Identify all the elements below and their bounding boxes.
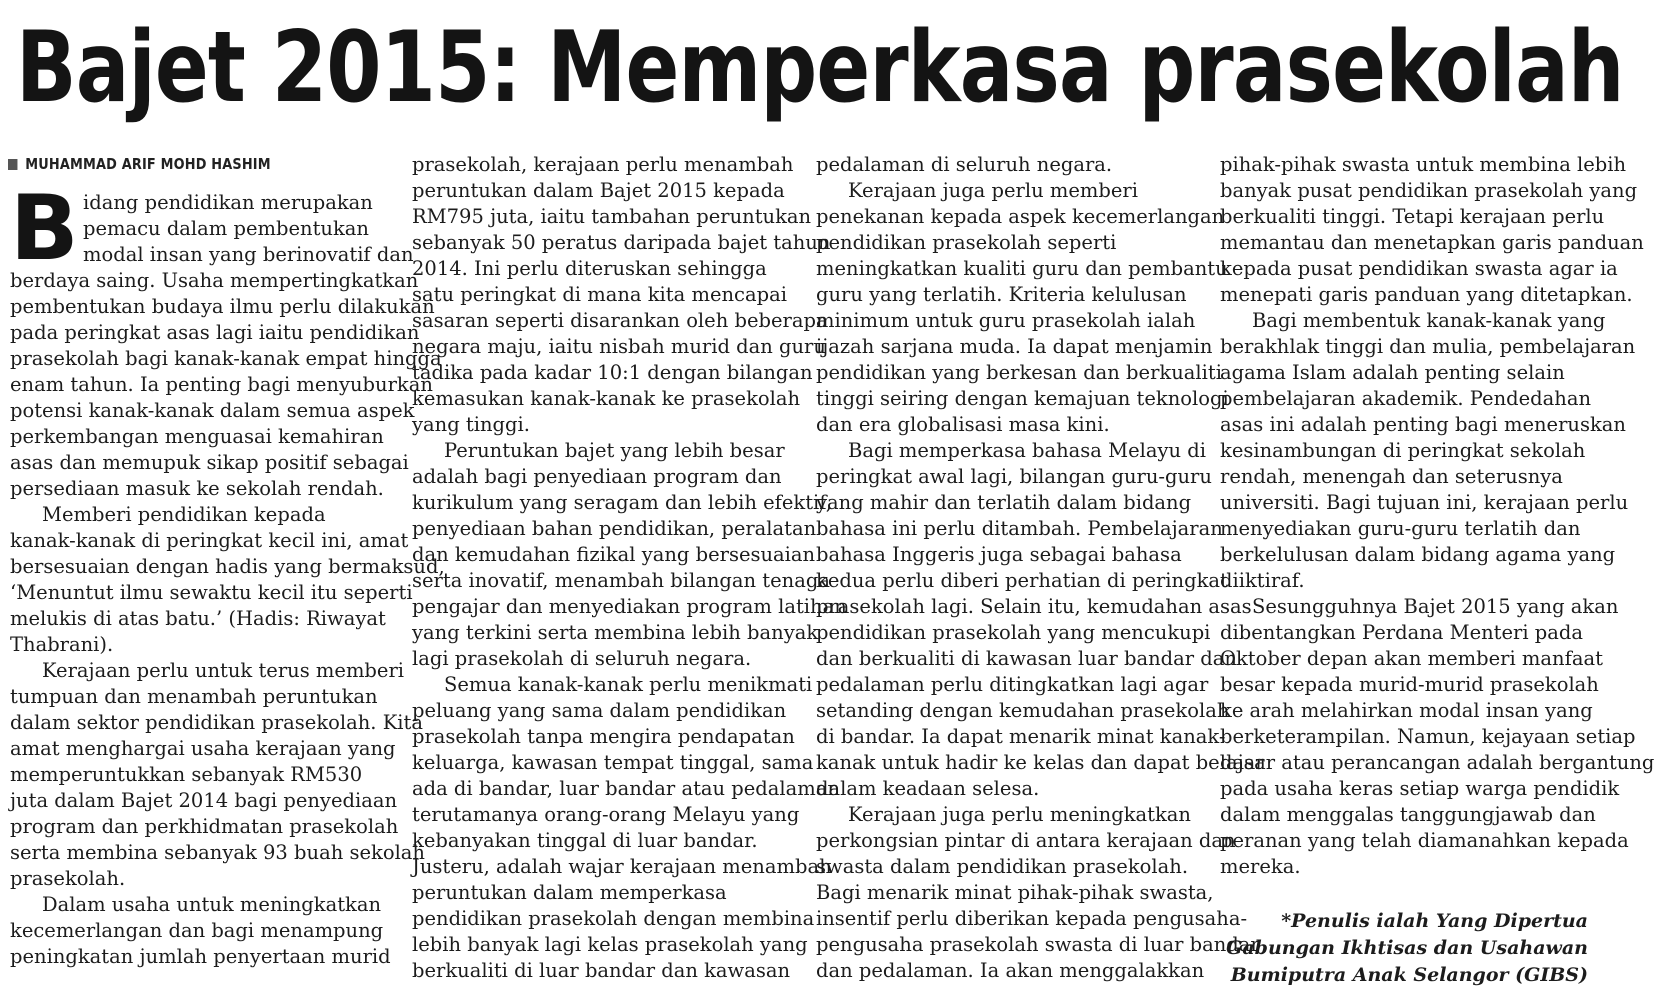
text-line: juta dalam Bajet 2014 bagi penyediaan bbox=[10, 789, 398, 812]
author-note-line: Bumiputra Anak Selangor (GIBS) bbox=[1230, 964, 1588, 986]
text-line: Oktober depan akan memberi manfaat bbox=[1220, 647, 1603, 670]
text-line: ijazah sarjana muda. Ia dapat menjamin bbox=[816, 335, 1213, 358]
text-line: modal insan yang berinovatif dan bbox=[83, 243, 414, 266]
article-column-1 bbox=[10, 176, 445, 970]
headline: Bajet 2015: Memperkasa prasekolah bbox=[16, 11, 1624, 125]
text-line: kanak untuk hadir ke kelas dan dapat belajar bbox=[816, 751, 1265, 774]
text-line: mereka. bbox=[1220, 855, 1301, 878]
text-line: kebanyakan tinggal di luar bandar. bbox=[412, 829, 758, 852]
text-line: pedalaman di seluruh negara. bbox=[816, 153, 1113, 176]
text-line: tinggi seiring dengan kemajuan teknologi bbox=[816, 387, 1229, 410]
text-line: melukis di atas batu.’ (Hadis: Riwayat bbox=[10, 607, 386, 630]
text-line: insentif perlu diberikan kepada pengusaha- bbox=[816, 907, 1248, 930]
text-line: pendidikan prasekolah seperti bbox=[816, 231, 1117, 254]
text-line: Bagi memperkasa bahasa Melayu di bbox=[848, 439, 1206, 462]
text-line: dan berkualiti di kawasan luar bandar dan bbox=[816, 647, 1237, 670]
text-line: menepati garis panduan yang ditetapkan. bbox=[1220, 283, 1633, 306]
text-line: dan kemudahan fizikal yang bersesuaian bbox=[412, 543, 816, 566]
author-note-line: Gabungan Ikhtisas dan Usahawan bbox=[1226, 937, 1588, 959]
byline bbox=[8, 155, 271, 173]
text-line: rendah, menengah dan seterusnya bbox=[1220, 465, 1563, 488]
text-line: Thabrani). bbox=[10, 633, 114, 656]
text-line: pendidikan prasekolah dengan membina bbox=[412, 907, 815, 930]
text-line: serta membina sebanyak 93 buah sekolah bbox=[10, 841, 425, 864]
text-line: berketerampilan. Namun, kejayaan setiap bbox=[1220, 725, 1636, 748]
text-line: Dalam usaha untuk meningkatkan bbox=[42, 893, 382, 916]
text-line: enam tahun. Ia penting bagi menyuburkan bbox=[10, 373, 433, 396]
text-line: memperuntukkan sebanyak RM530 bbox=[10, 763, 363, 786]
text-line: peruntukan dalam Bajet 2015 kepada bbox=[412, 179, 785, 202]
article-column-2 bbox=[412, 152, 847, 984]
text-line: perkongsian pintar di antara kerajaan dan bbox=[816, 829, 1236, 852]
text-line: dasar atau perancangan adalah bergantung bbox=[1220, 751, 1654, 774]
text-line: satu peringkat di mana kita mencapai bbox=[412, 283, 787, 306]
text-line: bersesuaian dengan hadis yang bermaksud, bbox=[10, 555, 445, 578]
text-line: potensi kanak-kanak dalam semua aspek bbox=[10, 399, 415, 422]
text-line: berkualiti di luar bandar dan kawasan bbox=[412, 959, 791, 982]
author-note bbox=[1220, 908, 1592, 989]
text-line: adalah bagi penyediaan program dan bbox=[412, 465, 782, 488]
text-line: kepada pusat pendidikan swasta agar ia bbox=[1220, 257, 1618, 280]
text-line: peruntukan dalam memperkasa bbox=[412, 881, 727, 904]
text-line: pemacu dalam pembentukan bbox=[83, 217, 369, 240]
text-line: dan pedalaman. Ia akan menggalakkan bbox=[816, 959, 1205, 982]
text-line: keluarga, kawasan tempat tinggal, sama bbox=[412, 751, 814, 774]
text-line: prasekolah bagi kanak-kanak empat hingga bbox=[10, 347, 442, 370]
text-line: serta inovatif, menambah bilangan tenaga bbox=[412, 569, 830, 592]
text-line: Kerajaan perlu untuk terus memberi bbox=[42, 659, 405, 682]
text-line: pengusaha prasekolah swasta di luar bandar bbox=[816, 933, 1260, 956]
text-line: yang tinggi. bbox=[412, 413, 530, 436]
text-line: pembentukan budaya ilmu perlu dilakukan bbox=[10, 295, 435, 318]
text-line: terutamanya orang-orang Melayu yang bbox=[412, 803, 800, 826]
text-line: idang pendidikan merupakan bbox=[83, 191, 373, 214]
text-line: Kerajaan juga perlu meningkatkan bbox=[848, 803, 1191, 826]
text-line: kanak-kanak di peringkat kecil ini, amat bbox=[10, 529, 409, 552]
byline-square-icon bbox=[8, 159, 17, 170]
text-line: pengajar dan menyediakan program latihan bbox=[412, 595, 847, 618]
text-line: Peruntukan bajet yang lebih besar bbox=[444, 439, 785, 462]
text-line: universiti. Bagi tujuan ini, kerajaan perlu bbox=[1220, 491, 1629, 514]
text-line: pendidikan prasekolah yang mencukupi bbox=[816, 621, 1211, 644]
text-line: berdaya saing. Usaha mempertingkatkan bbox=[10, 269, 419, 292]
text-line: di bandar. Ia dapat menarik minat kanak- bbox=[816, 725, 1226, 748]
text-line: berkelulusan dalam bidang agama yang bbox=[1220, 543, 1616, 566]
text-line: lebih banyak lagi kelas prasekolah yang bbox=[412, 933, 808, 956]
text-line: berakhlak tinggi dan mulia, pembelajaran bbox=[1220, 335, 1636, 358]
text-line: program dan perkhidmatan prasekolah bbox=[10, 815, 399, 838]
text-line: Sesungguhnya Bajet 2015 yang akan bbox=[1252, 595, 1619, 618]
text-line: dalam keadaan selesa. bbox=[816, 777, 1040, 800]
text-line: prasekolah. bbox=[10, 867, 126, 890]
text-line: Bagi menarik minat pihak-pihak swasta, bbox=[816, 881, 1214, 904]
text-line: ke arah melahirkan modal insan yang bbox=[1220, 699, 1593, 722]
text-line: Kerajaan juga perlu memberi bbox=[848, 179, 1138, 202]
text-line: RM795 juta, iaitu tambahan peruntukan bbox=[412, 205, 812, 228]
text-line: diiktiraf. bbox=[1220, 569, 1305, 592]
text-line: yang terkini serta membina lebih banyak bbox=[412, 621, 819, 644]
text-line: 2014. Ini perlu diteruskan sehingga bbox=[412, 257, 767, 280]
text-line: pihak-pihak swasta untuk membina lebih bbox=[1220, 153, 1627, 176]
text-line: pedalaman perlu ditingkatkan lagi agar bbox=[816, 673, 1209, 696]
text-line: Semua kanak-kanak perlu menikmati bbox=[444, 673, 813, 696]
text-line: swasta dalam pendidikan prasekolah. bbox=[816, 855, 1189, 878]
text-line: agama Islam adalah penting selain bbox=[1220, 361, 1565, 384]
text-line: menyediakan guru-guru terlatih dan bbox=[1220, 517, 1581, 540]
text-line: prasekolah tanpa mengira pendapatan bbox=[412, 725, 795, 748]
byline-author: MUHAMMAD ARIF MOHD HASHIM bbox=[25, 155, 271, 173]
text-line: meningkatkan kualiti guru dan pembantu bbox=[816, 257, 1228, 280]
text-line: prasekolah, kerajaan perlu menambah bbox=[412, 153, 794, 176]
text-line: Memberi pendidikan kepada bbox=[42, 503, 326, 526]
text-line: pendidikan yang berkesan dan berkualiti bbox=[816, 361, 1222, 384]
text-line: pembelajaran akademik. Pendedahan bbox=[1220, 387, 1592, 410]
text-line: penyediaan bahan pendidikan, peralatan bbox=[412, 517, 817, 540]
text-line: kedua perlu diberi perhatian di peringkat bbox=[816, 569, 1228, 592]
text-line: pada peringkat asas lagi iaitu pendidikan bbox=[10, 321, 420, 344]
text-line: ada di bandar, luar bandar atau pedalaman bbox=[412, 777, 840, 800]
text-line: prasekolah lagi. Selain itu, kemudahan asas bbox=[816, 595, 1252, 618]
text-line: dibentangkan Perdana Menteri pada bbox=[1220, 621, 1584, 644]
text-line: sebanyak 50 peratus daripada bajet tahun bbox=[412, 231, 831, 254]
text-line: Justeru, adalah wajar kerajaan menambah bbox=[412, 855, 832, 878]
text-line: negara maju, iaitu nisbah murid dan guru bbox=[412, 335, 826, 358]
text-line: bahasa ini perlu ditambah. Pembelajaran bbox=[816, 517, 1223, 540]
text-line: perkembangan menguasai kemahiran bbox=[10, 425, 384, 448]
text-line: banyak pusat pendidikan prasekolah yang bbox=[1220, 179, 1638, 202]
text-line: lagi prasekolah di seluruh negara. bbox=[412, 647, 752, 670]
text-line: kesinambungan di peringkat sekolah bbox=[1220, 439, 1586, 462]
text-line: yang mahir dan terlatih dalam bidang bbox=[816, 491, 1192, 514]
text-line: asas ini adalah penting bagi meneruskan bbox=[1220, 413, 1626, 436]
text-line: memantau dan menetapkan garis panduan bbox=[1220, 231, 1644, 254]
text-line: persediaan masuk ke sekolah rendah. bbox=[10, 477, 384, 500]
text-line: guru yang terlatih. Kriteria kelulusan bbox=[816, 283, 1187, 306]
text-line: kemasukan kanak-kanak ke prasekolah bbox=[412, 387, 801, 410]
text-line: dalam menggalas tanggungjawab dan bbox=[1220, 803, 1596, 826]
text-line: berkualiti tinggi. Tetapi kerajaan perlu bbox=[1220, 205, 1605, 228]
text-line: asas dan memupuk sikap positif sebagai bbox=[10, 451, 409, 474]
text-line: amat menghargai usaha kerajaan yang bbox=[10, 737, 396, 760]
text-line: peningkatan jumlah penyertaan murid bbox=[10, 945, 391, 968]
text-line: tadika pada kadar 10:1 dengan bilangan bbox=[412, 361, 813, 384]
drop-cap: B bbox=[10, 176, 79, 281]
text-line: peranan yang telah diamanahkan kepada bbox=[1220, 829, 1629, 852]
article-column-4 bbox=[1220, 152, 1654, 989]
text-line: penekanan kepada aspek kecemerlangan bbox=[816, 205, 1225, 228]
text-line: sasaran seperti disarankan oleh beberapa bbox=[412, 309, 828, 332]
text-line: kurikulum yang seragam dan lebih efektif, bbox=[412, 491, 832, 514]
text-line: ‘Menuntut ilmu sewaktu kecil itu seperti bbox=[10, 581, 413, 604]
text-line: tumpuan dan menambah peruntukan bbox=[10, 685, 378, 708]
text-line: peluang yang sama dalam pendidikan bbox=[412, 699, 787, 722]
text-line: besar kepada murid-murid prasekolah bbox=[1220, 673, 1599, 696]
text-line: kecemerlangan dan bagi menampung bbox=[10, 919, 384, 942]
text-line: setanding dengan kemudahan prasekolah bbox=[816, 699, 1230, 722]
text-line: Bagi membentuk kanak-kanak yang bbox=[1252, 309, 1606, 332]
text-line: minimum untuk guru prasekolah ialah bbox=[816, 309, 1196, 332]
text-line: dalam sektor pendidikan prasekolah. Kita bbox=[10, 711, 423, 734]
text-line: peringkat awal lagi, bilangan guru-guru bbox=[816, 465, 1212, 488]
author-note-line: *Penulis ialah Yang Dipertua bbox=[1281, 910, 1588, 932]
text-line: dan era globalisasi masa kini. bbox=[816, 413, 1110, 436]
text-line: bahasa Inggeris juga sebagai bahasa bbox=[816, 543, 1182, 566]
text-line: pada usaha keras setiap warga pendidik bbox=[1220, 777, 1620, 800]
